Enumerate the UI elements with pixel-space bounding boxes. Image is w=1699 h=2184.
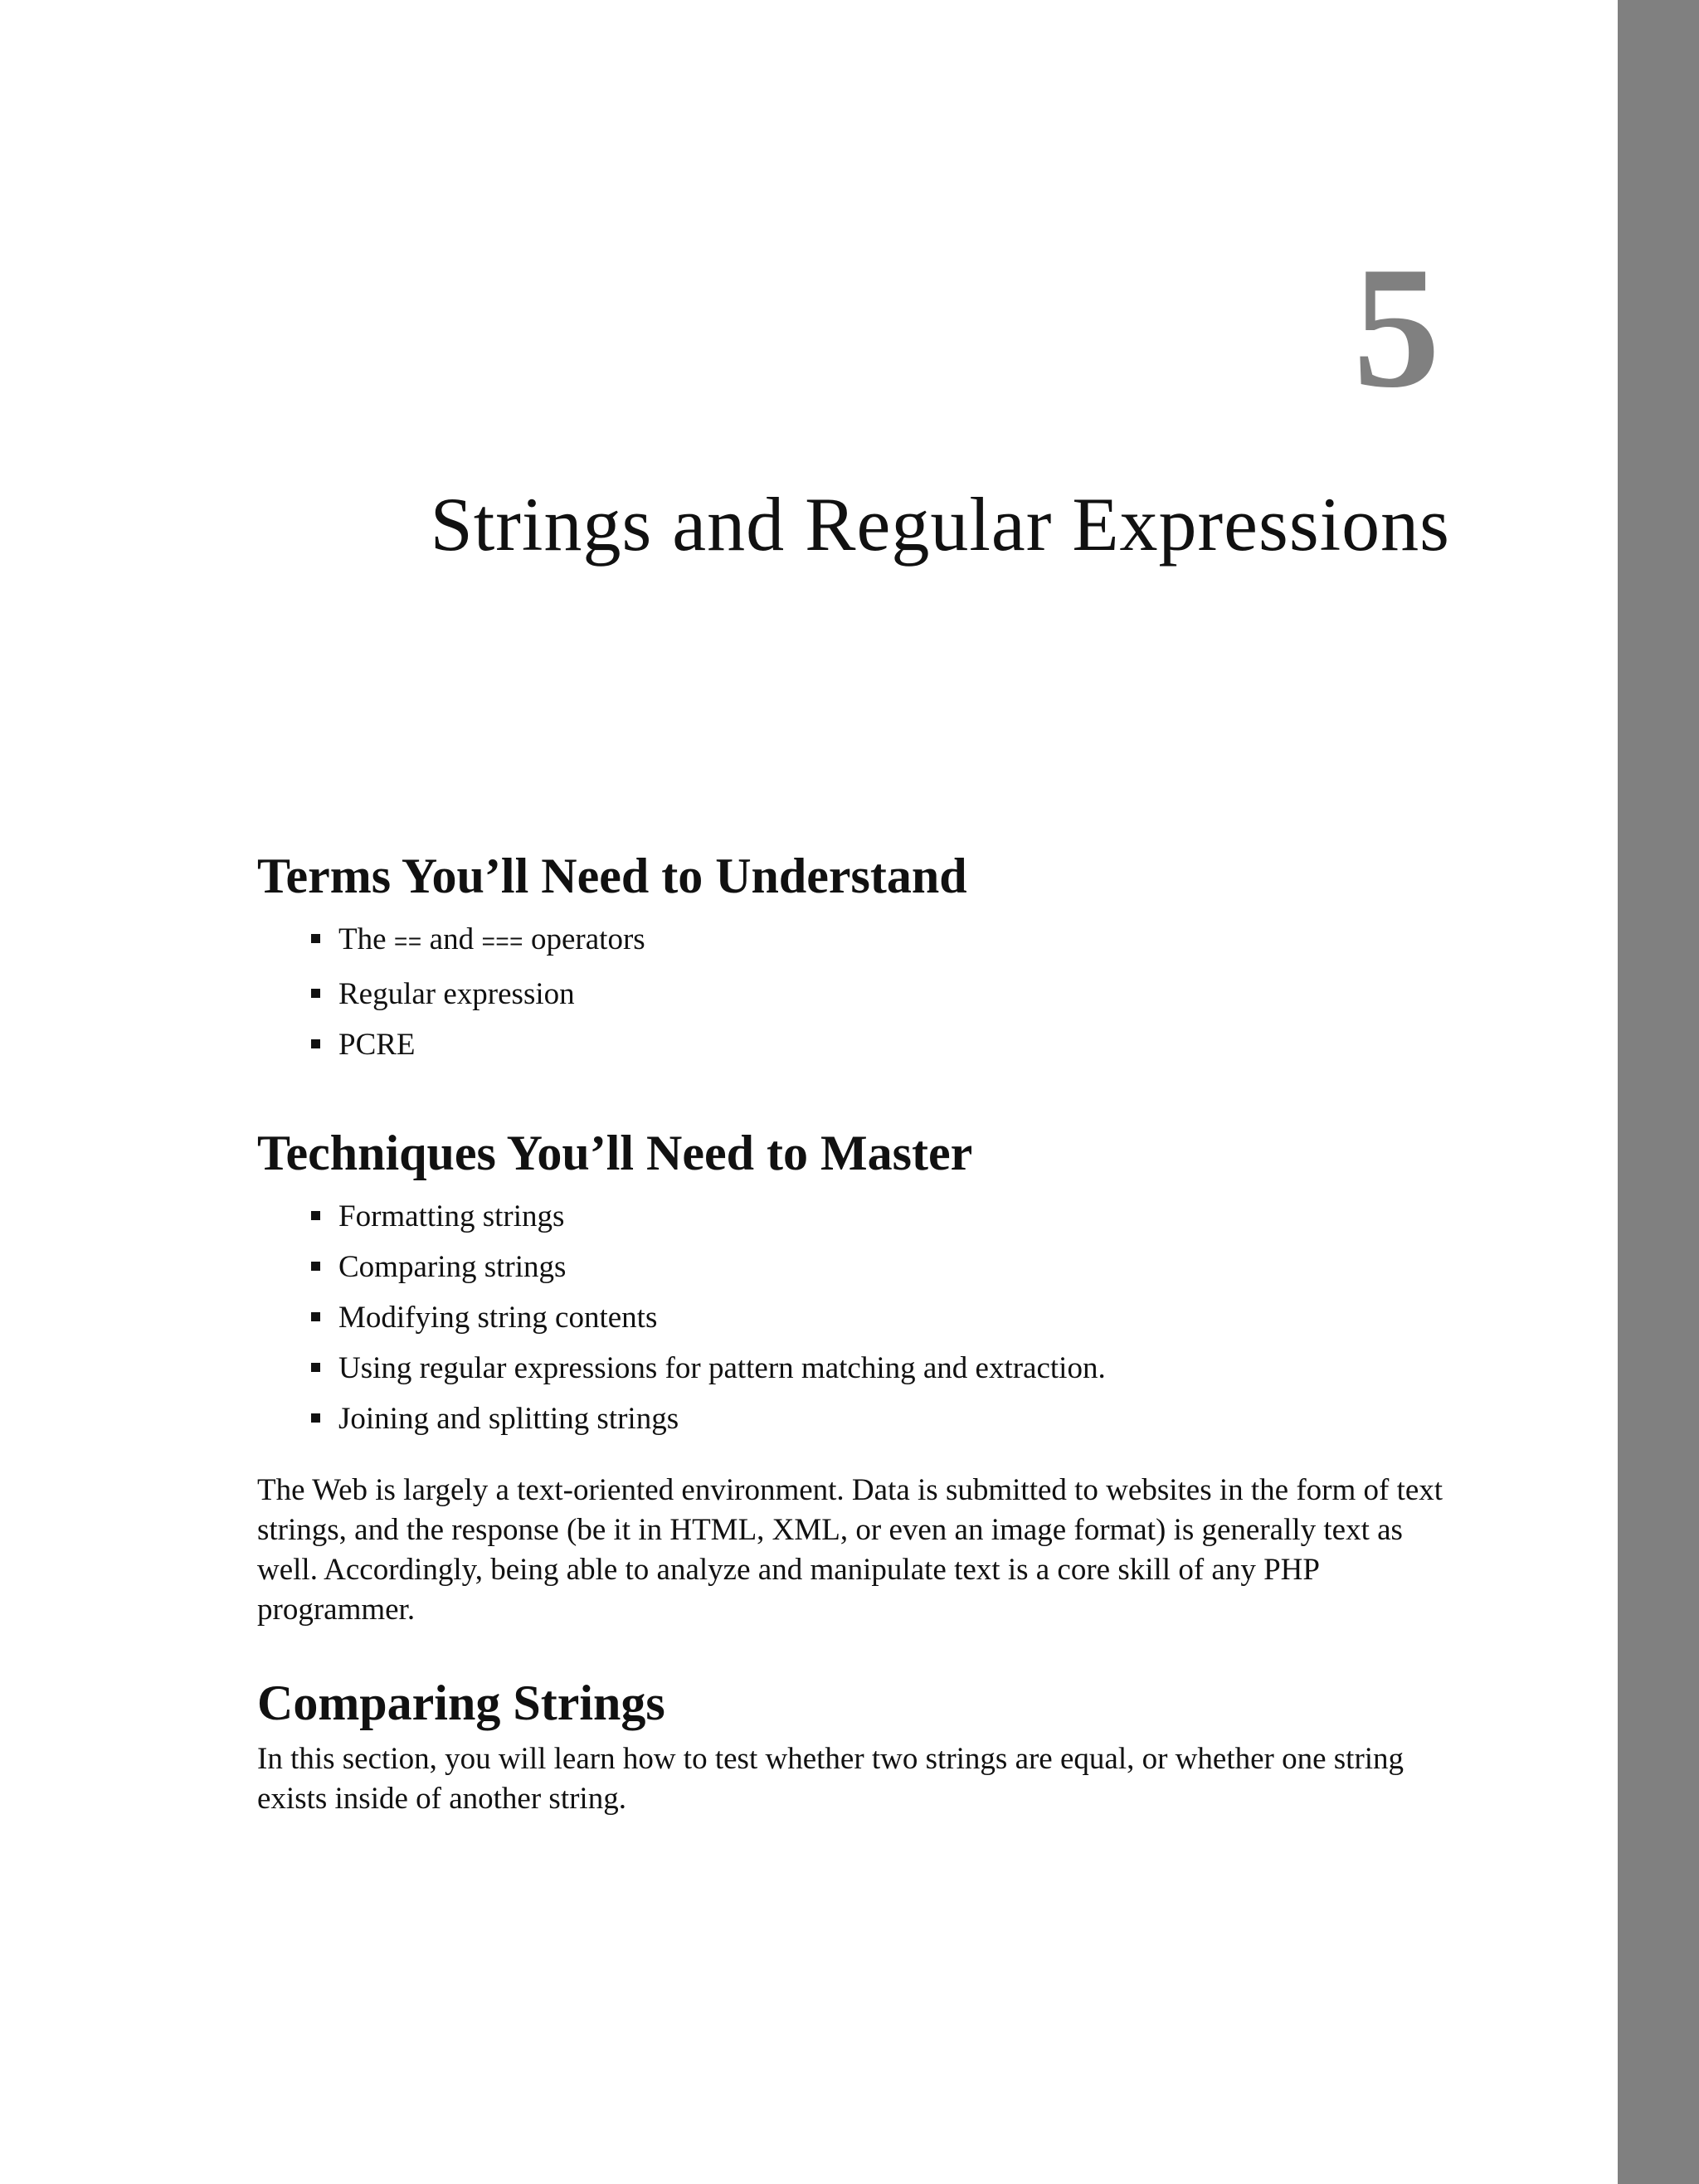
term-text-mid: and — [421, 922, 482, 956]
terms-list-item — [338, 914, 1460, 969]
techniques-heading: Techniques You’ll Need to Master — [257, 1126, 973, 1180]
term-text: PCRE — [338, 1028, 416, 1062]
term-text-pre: The — [338, 922, 394, 956]
technique-text: Formatting strings — [338, 1199, 565, 1233]
bullet-icon — [311, 1413, 320, 1423]
bullet-icon — [311, 1039, 320, 1048]
chapter-title: Strings and Regular Expressions — [430, 482, 1450, 567]
technique-text: Using regular expressions for pattern matching and extraction. — [338, 1351, 1106, 1385]
comparing-strings-paragraph: In this section, you will learn how to test whether two strings are equal, or whether one string exists inside of another string. — [257, 1742, 1404, 1816]
terms-list-item — [338, 969, 1460, 1019]
terms-list-item — [338, 1019, 1460, 1070]
techniques-list-item — [338, 1191, 1460, 1242]
bullet-icon — [311, 1211, 320, 1220]
terms-list — [257, 914, 1460, 1070]
bullet-icon — [311, 1262, 320, 1271]
equality-operator-code: == — [393, 931, 422, 956]
techniques-list-item — [338, 1343, 1460, 1394]
techniques-list-item — [338, 1292, 1460, 1343]
bullet-icon — [311, 934, 320, 943]
page-edge-tab — [1618, 0, 1699, 2184]
technique-text: Joining and splitting strings — [338, 1402, 679, 1436]
techniques-list — [257, 1191, 1460, 1444]
technique-text: Modifying string contents — [338, 1301, 658, 1335]
term-text: Regular expression — [338, 977, 575, 1011]
identity-operator-code: === — [481, 931, 523, 956]
terms-heading: Terms You’ll Need to Understand — [257, 849, 967, 903]
techniques-list-item — [338, 1394, 1460, 1444]
intro-paragraph: The Web is largely a text-oriented environment. Data is submitted to websites in the form of text strings, and the response (be it in HTML, XML, or even an image format) is generally text as well. Accordingly, being able to analyze and manipulate text is a core skill of any PHP programmer. — [257, 1473, 1443, 1627]
bullet-icon — [311, 1312, 320, 1321]
techniques-list-item — [338, 1242, 1460, 1292]
comparing-strings-heading: Comparing Strings — [257, 1676, 665, 1730]
page-content — [257, 846, 1460, 1819]
chapter-number: 5 — [1353, 231, 1440, 424]
bullet-icon — [311, 1363, 320, 1372]
bullet-icon — [311, 989, 320, 998]
term-text-post: operators — [523, 922, 645, 956]
technique-text: Comparing strings — [338, 1250, 567, 1284]
